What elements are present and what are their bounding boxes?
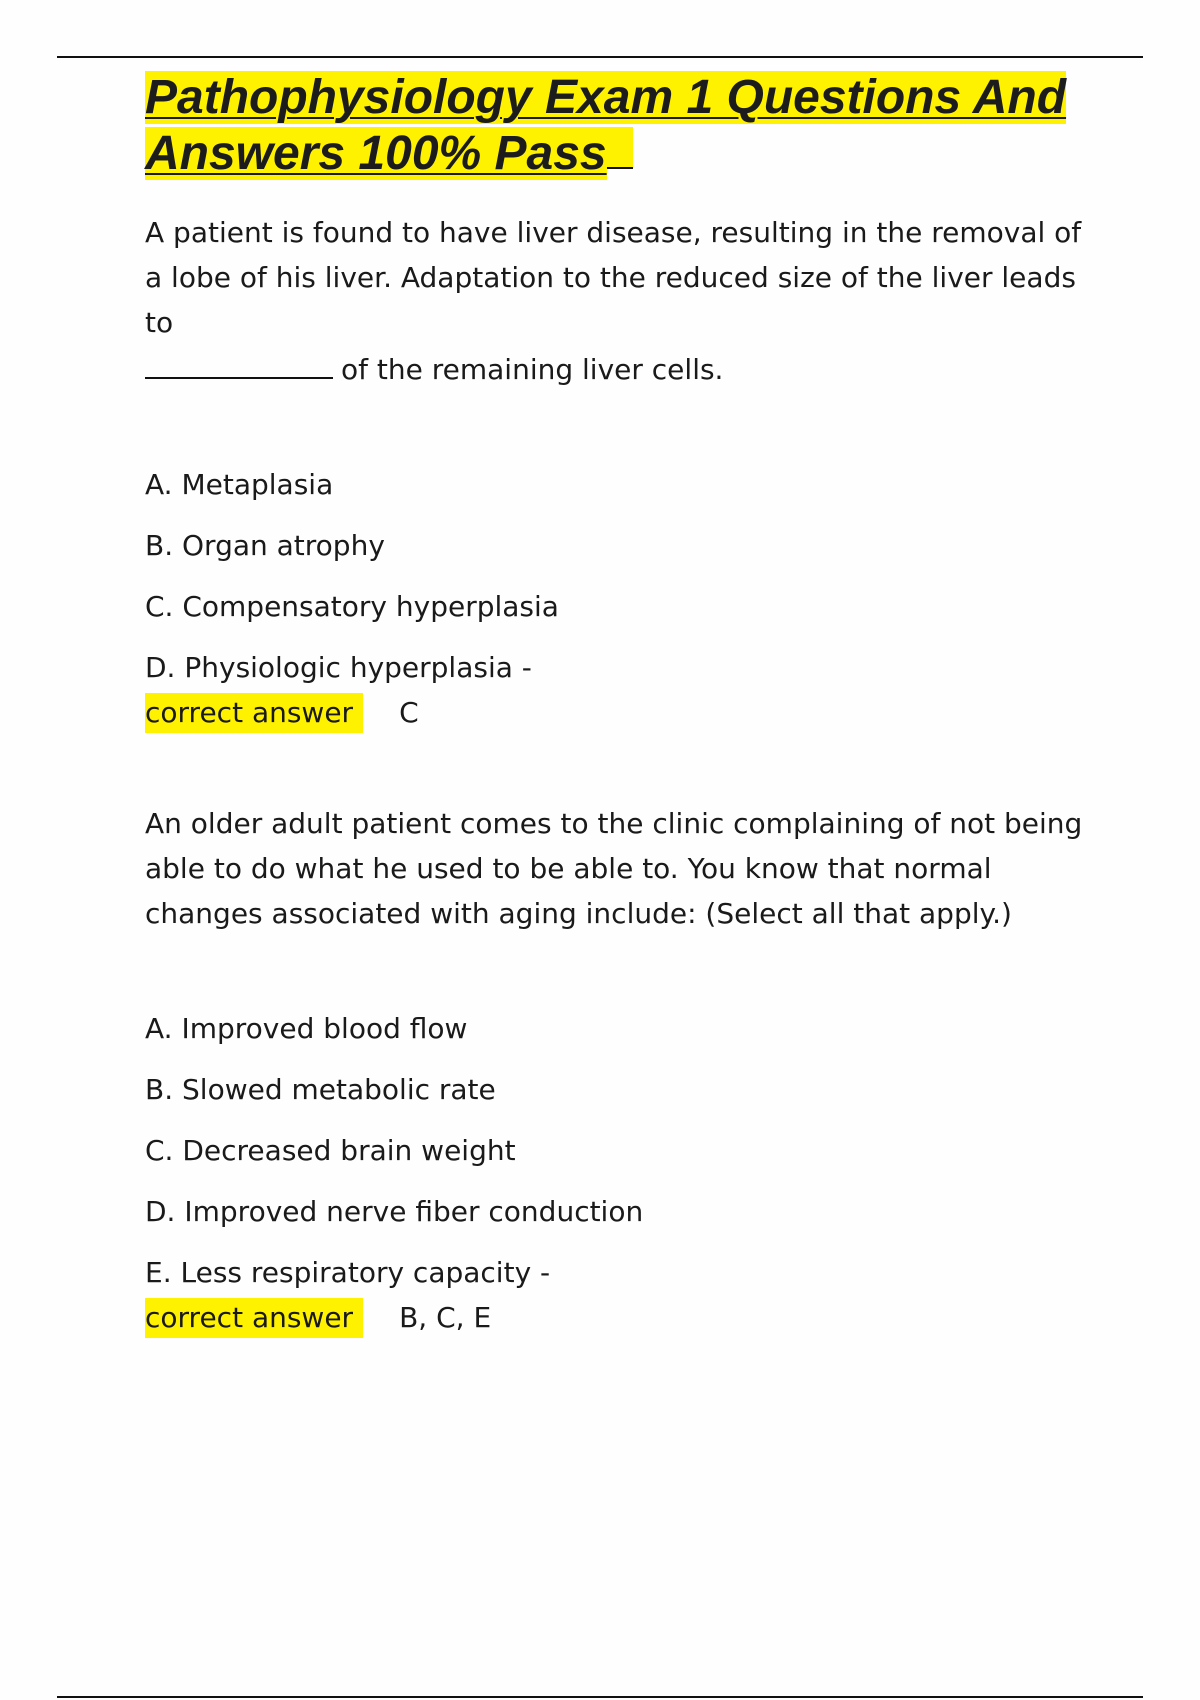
option-b: B. Organ atrophy	[145, 529, 385, 562]
option-d: D. Improved nerve fiber conduction	[145, 1195, 644, 1228]
correct-answer-label: correct answer	[145, 1298, 363, 1338]
question-2-options	[145, 1006, 1095, 1295]
correct-answer-value: C	[399, 696, 419, 729]
correct-answer-label: correct answer	[145, 693, 363, 733]
document-title	[145, 70, 1095, 182]
title-line-2: Answers 100% Pass	[145, 127, 607, 180]
footer-rule	[57, 1696, 1143, 1698]
option-a: A. Metaplasia	[145, 468, 334, 501]
option-c: C. Decreased brain weight	[145, 1134, 516, 1167]
question-1-stem-text: A patient is found to have liver disease, resulting in the removal of a lobe of his liver. Adaptation to the reduced size of the liver leads to	[145, 216, 1082, 339]
option-a: A. Improved blood flow	[145, 1012, 468, 1045]
question-1-options	[145, 462, 1095, 690]
question-2-stem: An older adult patient comes to the clinic complaining of not being able to do what he used to be able to. You know that normal changes associated with aging include: (Select all that apply.)	[145, 807, 1083, 930]
question-2	[145, 801, 1095, 1340]
fill-in-blank	[145, 345, 333, 379]
option-d: D. Physiologic hyperplasia -	[145, 651, 532, 684]
document-content	[145, 70, 1095, 1340]
option-b: B. Slowed metabolic rate	[145, 1073, 496, 1106]
option-e: E. Less respiratory capacity -	[145, 1256, 551, 1289]
title-line-1: Pathophysiology Exam 1 Questions And	[145, 71, 1067, 124]
question-1-stem-tail: of the remaining liver cells.	[341, 353, 724, 386]
question-1	[145, 210, 1095, 735]
title-underline-tail	[607, 127, 633, 169]
header-rule	[57, 56, 1143, 58]
question-1-answer-row	[145, 690, 1095, 735]
option-c: C. Compensatory hyperplasia	[145, 590, 559, 623]
question-1-stem	[145, 210, 1095, 392]
correct-answer-value: B, C, E	[399, 1301, 492, 1334]
question-2-answer-row	[145, 1295, 1095, 1340]
